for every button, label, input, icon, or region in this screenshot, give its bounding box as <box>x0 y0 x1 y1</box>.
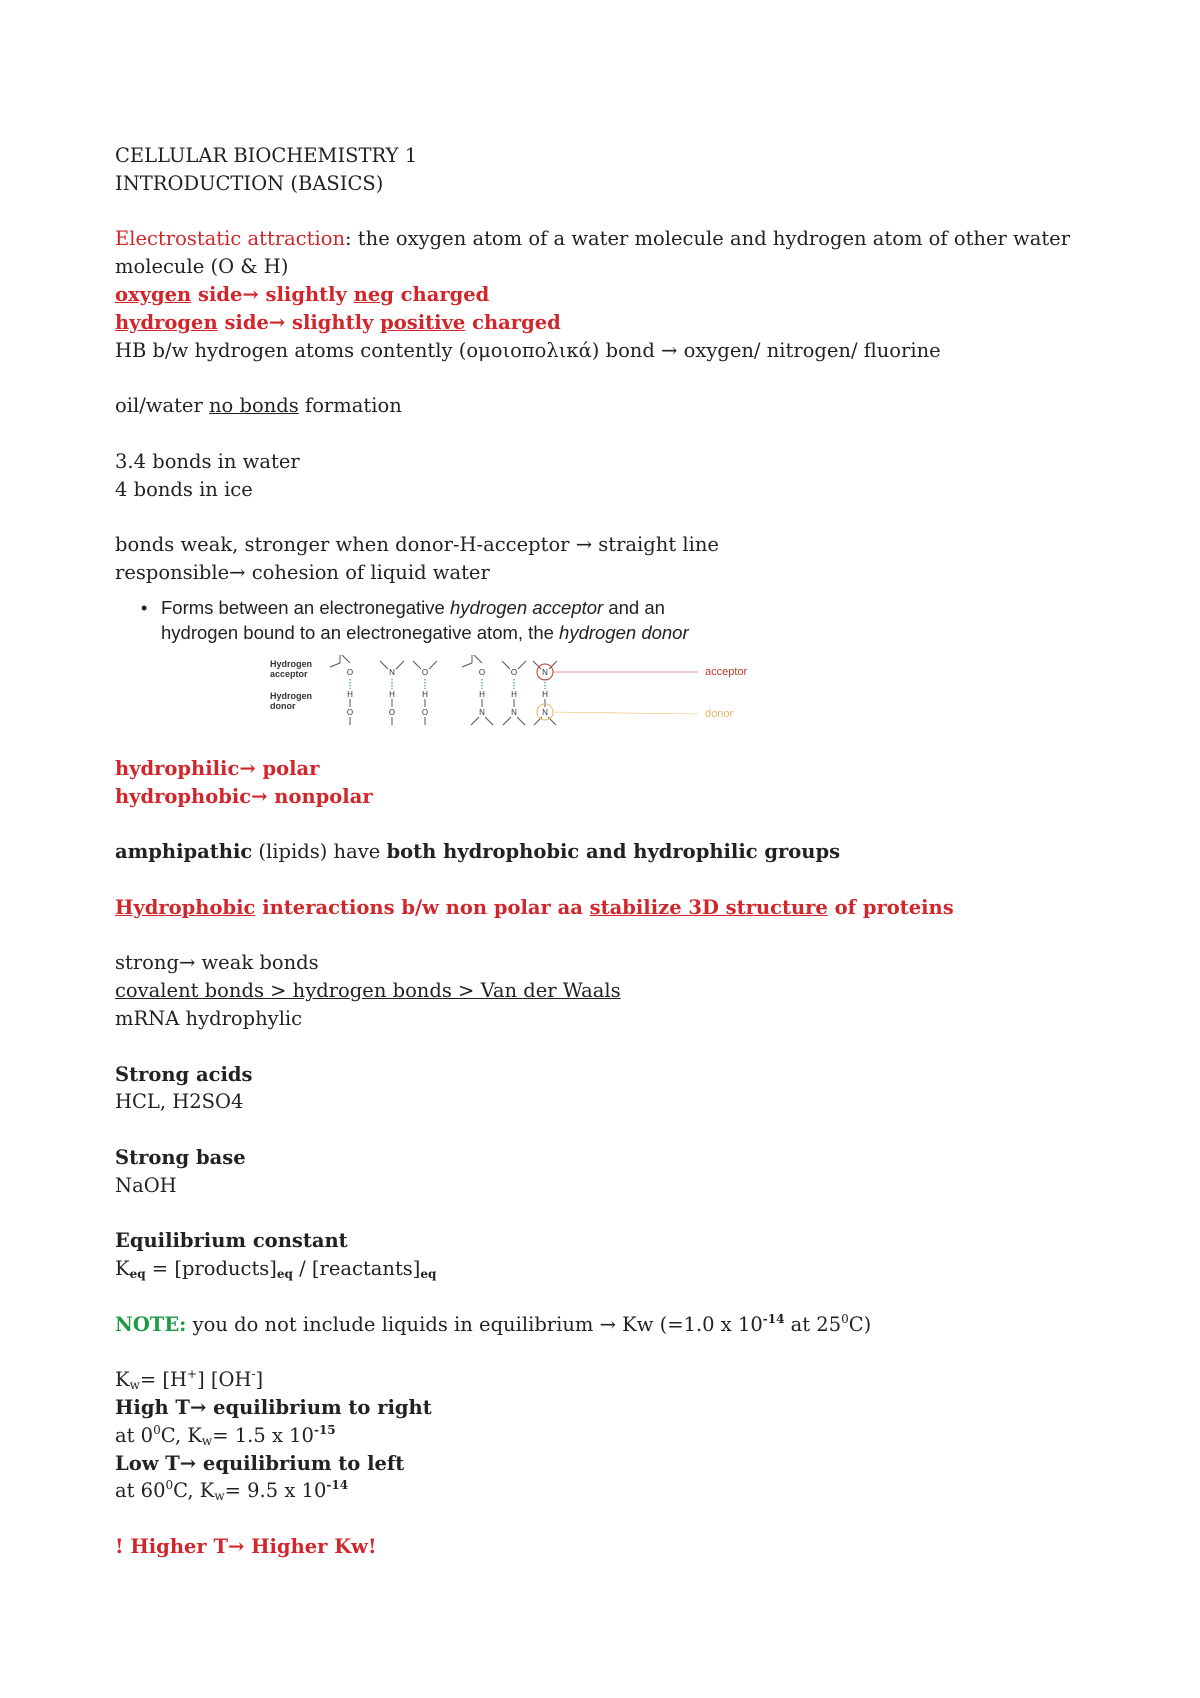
hydrogen-mid: side→ slightly <box>217 310 381 334</box>
acceptor-left-1 <box>380 661 388 669</box>
note-end: C) <box>848 1312 872 1336</box>
acceptor-left-5 <box>533 661 541 669</box>
at0-sub: w <box>201 1433 213 1448</box>
doc-title: CELLULAR BIOCHEMISTRY 1 <box>115 144 418 167</box>
acceptor-arm-3 <box>462 663 472 667</box>
strong-base-heading: Strong base <box>115 1145 246 1169</box>
donor-atom-4: N <box>511 707 517 717</box>
hydrogen-side-line <box>115 309 1075 337</box>
caption1-c: and an <box>603 596 665 618</box>
doc-subtitle: INTRODUCTION (BASICS) <box>115 171 384 195</box>
note-text: you do not include liquids in equilibrium → Kw (=1.0 x 10 <box>186 1312 763 1336</box>
kw-minus: - <box>251 1367 256 1382</box>
strong-base-value: NaOH <box>115 1173 177 1197</box>
neg-word: neg <box>353 282 394 306</box>
acceptor-atom-0: O <box>346 667 354 677</box>
at-60-line <box>115 1477 1075 1505</box>
amphipathic-mid: (lipids) have <box>252 840 387 864</box>
h-atom-3: H <box>479 689 485 699</box>
donor-right-3 <box>485 717 493 725</box>
donor-leader-line <box>553 712 698 714</box>
bonds-water-line: 3.4 bonds in water <box>115 449 300 473</box>
amphipathic-word: amphipathic <box>115 840 253 864</box>
oxygen-side-line <box>115 281 1075 309</box>
figure-caption-line2 <box>161 620 689 645</box>
electrostatic-definition: : the oxygen atom of a water molecule and hydrogen atom of other water molecule (O & H) <box>115 227 1071 279</box>
kw-sub: w <box>129 1378 140 1393</box>
at-0-line <box>115 1422 1075 1450</box>
bonds-ice-line: 4 bonds in ice <box>115 477 253 501</box>
acceptor-arm-0 <box>330 663 340 667</box>
label-hydrogen-acceptor-2: acceptor <box>270 668 308 679</box>
caption2-a: hydrogen bound to an electronegative atom, the <box>161 621 560 643</box>
keq-formula <box>115 1255 1075 1283</box>
kw-plus: + <box>187 1367 198 1382</box>
equilibrium-heading: Equilibrium constant <box>115 1229 348 1253</box>
at0-a: at 0 <box>115 1423 154 1447</box>
keq-products: = [products] <box>145 1257 277 1281</box>
molecule-group <box>330 655 698 725</box>
donor-left-4 <box>503 717 511 725</box>
hydrogen-bond-figure <box>115 587 1075 755</box>
acceptor-right-5 <box>549 661 557 669</box>
h-atom-0: H <box>347 689 353 699</box>
label-hydrogen-acceptor-1: Hydrogen <box>270 658 313 669</box>
note-exponent: -14 <box>762 1311 785 1326</box>
legend-donor: donor <box>705 707 734 720</box>
at0-exponent: -15 <box>313 1422 336 1437</box>
interactions-end: of proteins <box>827 895 954 919</box>
at60-sub: w <box>214 1489 225 1504</box>
oxygen-word: oxygen <box>115 282 192 306</box>
hbond-diagram <box>270 655 810 753</box>
products-sub: eq <box>276 1267 293 1282</box>
high-t-line: High T→ equilibrium to right <box>115 1396 432 1420</box>
donor-atom-2: O <box>421 707 429 717</box>
acceptor-bond-0 <box>340 655 350 663</box>
at60-exponent: -14 <box>326 1478 349 1493</box>
kw-end: ] <box>255 1368 264 1392</box>
acceptor-atom-1: N <box>389 667 395 677</box>
oil-start: oil/water <box>115 394 209 418</box>
acceptor-atom-4: O <box>510 667 518 677</box>
mrna-line: mRNA hydrophylic <box>115 1006 303 1030</box>
note-line <box>115 1311 1075 1339</box>
acceptor-left-4 <box>502 661 510 669</box>
hydrogen-end: charged <box>465 310 561 334</box>
keq-reactants: / [reactants] <box>292 1257 421 1281</box>
donor-right-4 <box>517 717 525 725</box>
oxygen-end: charged <box>393 282 490 306</box>
acceptor-bond-3 <box>472 655 482 663</box>
responsible-line: responsible→ cohesion of liquid water <box>115 560 490 584</box>
donor-atom-5: N <box>542 707 548 717</box>
acceptor-atom-3: O <box>478 667 486 677</box>
hydrophobic-word: Hydrophobic <box>115 895 256 919</box>
oil-end: formation <box>298 394 402 418</box>
at60-degree: 0 <box>165 1478 174 1493</box>
hb-line: HB b/w hydrogen atoms contently (ομοιοπολικά) bond → oxygen/ nitrogen/ fluorine <box>115 338 941 362</box>
low-t-line: Low T→ equilibrium to left <box>115 1451 405 1475</box>
oxygen-mid: side→ slightly <box>191 282 354 306</box>
note-label: NOTE: <box>115 1312 187 1336</box>
h-atom-2: H <box>422 689 428 699</box>
caption2-italic: hydrogen donor <box>559 621 689 643</box>
kw-formula <box>115 1366 1075 1394</box>
electrostatic-paragraph <box>115 225 1075 281</box>
at60-c: = 9.5 x 10 <box>224 1479 327 1503</box>
bond-order-line: covalent bonds > hydrogen bonds > Van der Waals <box>115 979 621 1003</box>
hydrogen-word: hydrogen <box>115 310 218 334</box>
acceptor-atom-5: N <box>542 667 548 677</box>
acceptor-right-1 <box>396 661 404 669</box>
positive-word: positive <box>380 310 466 334</box>
no-bonds-word: no bonds <box>209 394 299 418</box>
hydrophobic-interactions-line <box>115 894 1075 922</box>
donor-atom-1: O <box>388 707 396 717</box>
donor-left-3 <box>471 717 479 725</box>
kw-mid: ] [OH <box>197 1368 252 1392</box>
label-hydrogen-donor-2: donor <box>270 700 296 711</box>
strong-acids-value: HCL, H2SO4 <box>115 1090 244 1114</box>
electrostatic-term: Electrostatic attraction <box>115 227 346 251</box>
at0-c: = 1.5 x 10 <box>212 1423 314 1447</box>
label-hydrogen-donor-1: Hydrogen <box>270 690 313 701</box>
amphipathic-end: both hydrophobic and hydrophilic groups <box>386 840 841 864</box>
keq-k: K <box>115 1257 130 1281</box>
legend-acceptor: acceptor <box>705 665 748 678</box>
document-body <box>115 142 1075 1561</box>
caption1-a: Forms between an electronegative <box>161 596 450 618</box>
amphipathic-line <box>115 838 1075 866</box>
donor-right-5 <box>548 717 556 725</box>
kw-k: K <box>115 1368 130 1392</box>
bullet-point: • <box>141 597 148 618</box>
keq-sub: eq <box>129 1267 146 1282</box>
stabilize-phrase: stabilize 3D structure <box>589 895 828 919</box>
acceptor-left-2 <box>413 661 421 669</box>
oil-water-line <box>115 392 1075 420</box>
at60-b: C, K <box>173 1479 215 1503</box>
kw-eqn: = [H <box>139 1368 188 1392</box>
donor-atom-0: O <box>346 707 354 717</box>
hydrophobic-line: hydrophobic→ nonpolar <box>115 784 373 808</box>
h-atom-5: H <box>542 689 548 699</box>
acceptor-right-2 <box>429 661 437 669</box>
strong-acids-heading: Strong acids <box>115 1062 253 1086</box>
strong-weak-line: strong→ weak bonds <box>115 951 319 975</box>
donor-left-5 <box>534 717 542 725</box>
reactants-sub: eq <box>420 1267 437 1282</box>
at0-b: C, K <box>160 1423 202 1447</box>
acceptor-atom-2: O <box>421 667 429 677</box>
donor-atom-3: N <box>479 707 485 717</box>
bonds-weak-line: bonds weak, stronger when donor-H-acceptor → straight line <box>115 533 719 557</box>
interactions-mid: interactions b/w non polar aa <box>255 895 590 919</box>
hydrophilic-line: hydrophilic→ polar <box>115 756 320 780</box>
note-degree: 0 <box>841 1311 849 1326</box>
h-atom-4: H <box>511 689 517 699</box>
higher-t-line: ! Higher T→ Higher Kw! <box>115 1535 377 1559</box>
at60-a: at 60 <box>115 1479 166 1503</box>
caption1-italic: hydrogen acceptor <box>449 596 604 618</box>
acceptor-right-4 <box>518 661 526 669</box>
figure-caption-line1 <box>161 595 689 620</box>
note-after: at 25 <box>784 1312 842 1336</box>
at0-degree: 0 <box>153 1422 161 1437</box>
h-atom-1: H <box>389 689 395 699</box>
